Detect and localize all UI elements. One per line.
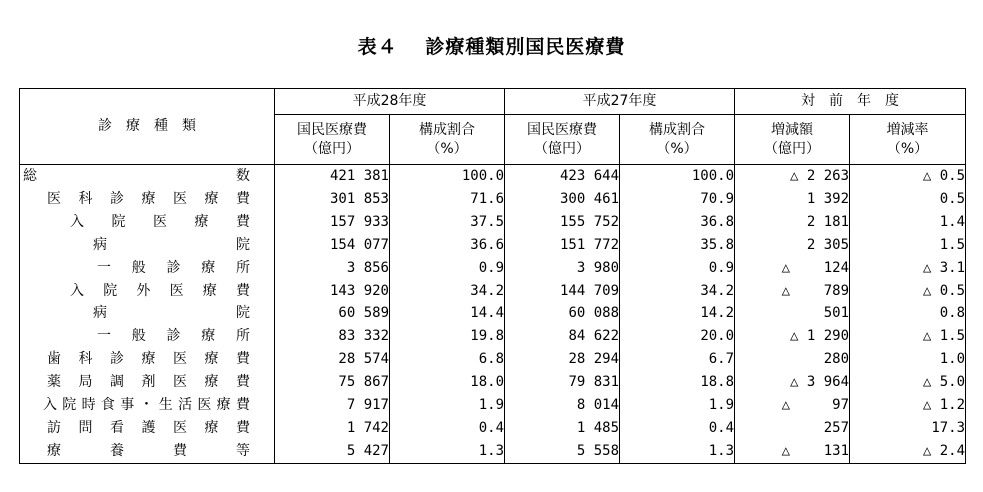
- h28-cost-cell: 7 917: [275, 394, 390, 417]
- rate-cell: 1.5: [850, 234, 966, 257]
- row-label: 薬 局 調 剤 医 療 費: [20, 371, 275, 394]
- h28-ratio-cell: 1.9: [390, 394, 505, 417]
- h27-cost-cell: 144 709: [505, 280, 620, 303]
- header-h28-ratio: 構成割合 （%）: [390, 115, 505, 165]
- h28-ratio-cell: 100.0: [390, 165, 505, 188]
- table-row: [20, 440, 966, 463]
- table-row: [20, 234, 966, 257]
- change-cell: 2 181: [735, 211, 850, 234]
- h27-ratio-cell: 36.8: [620, 211, 735, 234]
- row-label: 病 院: [20, 234, 275, 257]
- h27-ratio-cell: 1.9: [620, 394, 735, 417]
- row-label: 総 数: [20, 165, 275, 188]
- h28-ratio-cell: 18.0: [390, 371, 505, 394]
- table-row: [20, 211, 966, 234]
- change-cell: 257: [735, 417, 850, 440]
- h28-cost-cell: 157 933: [275, 211, 390, 234]
- h28-cost-cell: 28 574: [275, 348, 390, 371]
- table-number: 表４: [357, 36, 398, 58]
- h27-cost-cell: 1 485: [505, 417, 620, 440]
- row-label: 病 院: [20, 302, 275, 325]
- header-h28-cost: 国民医療費 （億円）: [275, 115, 390, 165]
- change-cell: △ 789: [735, 280, 850, 303]
- h28-ratio-cell: 0.9: [390, 257, 505, 280]
- rate-cell: △ 2.4: [850, 440, 966, 463]
- rate-cell: △ 1.5: [850, 325, 966, 348]
- header-change: 増減額 （億円）: [735, 115, 850, 165]
- header-diff: 対 前 年 度: [735, 89, 966, 115]
- h28-ratio-cell: 71.6: [390, 188, 505, 211]
- h27-ratio-cell: 20.0: [620, 325, 735, 348]
- h27-ratio-cell: 0.4: [620, 417, 735, 440]
- change-cell: △ 1 290: [735, 325, 850, 348]
- change-cell: △ 131: [735, 440, 850, 463]
- row-label: 入 院 外 医 療 費: [20, 280, 275, 303]
- rate-cell: △ 3.1: [850, 257, 966, 280]
- h27-cost-cell: 60 088: [505, 302, 620, 325]
- rate-cell: △ 1.2: [850, 394, 966, 417]
- page-title: [0, 32, 983, 59]
- h27-ratio-cell: 34.2: [620, 280, 735, 303]
- h28-cost-cell: 3 856: [275, 257, 390, 280]
- change-cell: 2 305: [735, 234, 850, 257]
- h28-ratio-cell: 36.6: [390, 234, 505, 257]
- h28-cost-cell: 301 853: [275, 188, 390, 211]
- rate-cell: 0.5: [850, 188, 966, 211]
- header-category: 診 療 種 類: [20, 89, 275, 165]
- change-cell: 1 392: [735, 188, 850, 211]
- rate-cell: 17.3: [850, 417, 966, 440]
- h28-ratio-cell: 19.8: [390, 325, 505, 348]
- table-row: [20, 280, 966, 303]
- row-label: 入 院 時 食 事 ・ 生 活 医 療 費: [20, 394, 275, 417]
- row-label: 訪 問 看 護 医 療 費: [20, 417, 275, 440]
- h28-cost-cell: 60 589: [275, 302, 390, 325]
- h28-ratio-cell: 6.8: [390, 348, 505, 371]
- h28-cost-cell: 75 867: [275, 371, 390, 394]
- medical-cost-table: [19, 88, 966, 464]
- table-row: [20, 188, 966, 211]
- rate-cell: △ 0.5: [850, 280, 966, 303]
- h28-ratio-cell: 1.3: [390, 440, 505, 463]
- h27-cost-cell: 84 622: [505, 325, 620, 348]
- table-row: [20, 165, 966, 188]
- h27-cost-cell: 79 831: [505, 371, 620, 394]
- change-cell: 501: [735, 302, 850, 325]
- change-cell: 280: [735, 348, 850, 371]
- row-label: 療 養 費 等: [20, 440, 275, 463]
- table-row: [20, 348, 966, 371]
- header-rate: 増減率 （%）: [850, 115, 966, 165]
- rate-cell: △ 0.5: [850, 165, 966, 188]
- h28-ratio-cell: 34.2: [390, 280, 505, 303]
- row-label: 医 科 診 療 医 療 費: [20, 188, 275, 211]
- row-label: 一 般 診 療 所: [20, 325, 275, 348]
- rate-cell: 0.8: [850, 302, 966, 325]
- h27-ratio-cell: 100.0: [620, 165, 735, 188]
- table-row: [20, 257, 966, 280]
- h27-cost-cell: 151 772: [505, 234, 620, 257]
- table-row: [20, 394, 966, 417]
- table-row: [20, 302, 966, 325]
- h28-cost-cell: 5 427: [275, 440, 390, 463]
- h27-ratio-cell: 0.9: [620, 257, 735, 280]
- h28-cost-cell: 143 920: [275, 280, 390, 303]
- h27-ratio-cell: 6.7: [620, 348, 735, 371]
- h27-cost-cell: 3 980: [505, 257, 620, 280]
- row-label: 歯 科 診 療 医 療 費: [20, 348, 275, 371]
- h27-ratio-cell: 1.3: [620, 440, 735, 463]
- h27-ratio-cell: 14.2: [620, 302, 735, 325]
- h28-cost-cell: 83 332: [275, 325, 390, 348]
- h27-ratio-cell: 70.9: [620, 188, 735, 211]
- rate-cell: 1.4: [850, 211, 966, 234]
- h28-ratio-cell: 0.4: [390, 417, 505, 440]
- rate-cell: △ 5.0: [850, 371, 966, 394]
- rate-cell: 1.0: [850, 348, 966, 371]
- h27-cost-cell: 5 558: [505, 440, 620, 463]
- h27-cost-cell: 8 014: [505, 394, 620, 417]
- table-row: [20, 417, 966, 440]
- row-label: 一 般 診 療 所: [20, 257, 275, 280]
- table-title: 診療種類別国民医療費: [425, 36, 626, 58]
- h28-cost-cell: 1 742: [275, 417, 390, 440]
- header-h27-ratio: 構成割合 （%）: [620, 115, 735, 165]
- row-label: 入 院 医 療 費: [20, 211, 275, 234]
- h27-cost-cell: 300 461: [505, 188, 620, 211]
- h27-cost-cell: 155 752: [505, 211, 620, 234]
- h27-ratio-cell: 35.8: [620, 234, 735, 257]
- table-body: [20, 165, 966, 464]
- h27-cost-cell: 28 294: [505, 348, 620, 371]
- change-cell: △ 3 964: [735, 371, 850, 394]
- h28-cost-cell: 154 077: [275, 234, 390, 257]
- change-cell: △ 124: [735, 257, 850, 280]
- h28-cost-cell: 421 381: [275, 165, 390, 188]
- table-row: [20, 325, 966, 348]
- header-h28: 平成28年度: [275, 89, 505, 115]
- h28-ratio-cell: 37.5: [390, 211, 505, 234]
- h27-ratio-cell: 18.8: [620, 371, 735, 394]
- change-cell: △ 2 263: [735, 165, 850, 188]
- change-cell: △ 97: [735, 394, 850, 417]
- h28-ratio-cell: 14.4: [390, 302, 505, 325]
- table-row: [20, 371, 966, 394]
- h27-cost-cell: 423 644: [505, 165, 620, 188]
- header-h27: 平成27年度: [505, 89, 735, 115]
- header-h27-cost: 国民医療費 （億円）: [505, 115, 620, 165]
